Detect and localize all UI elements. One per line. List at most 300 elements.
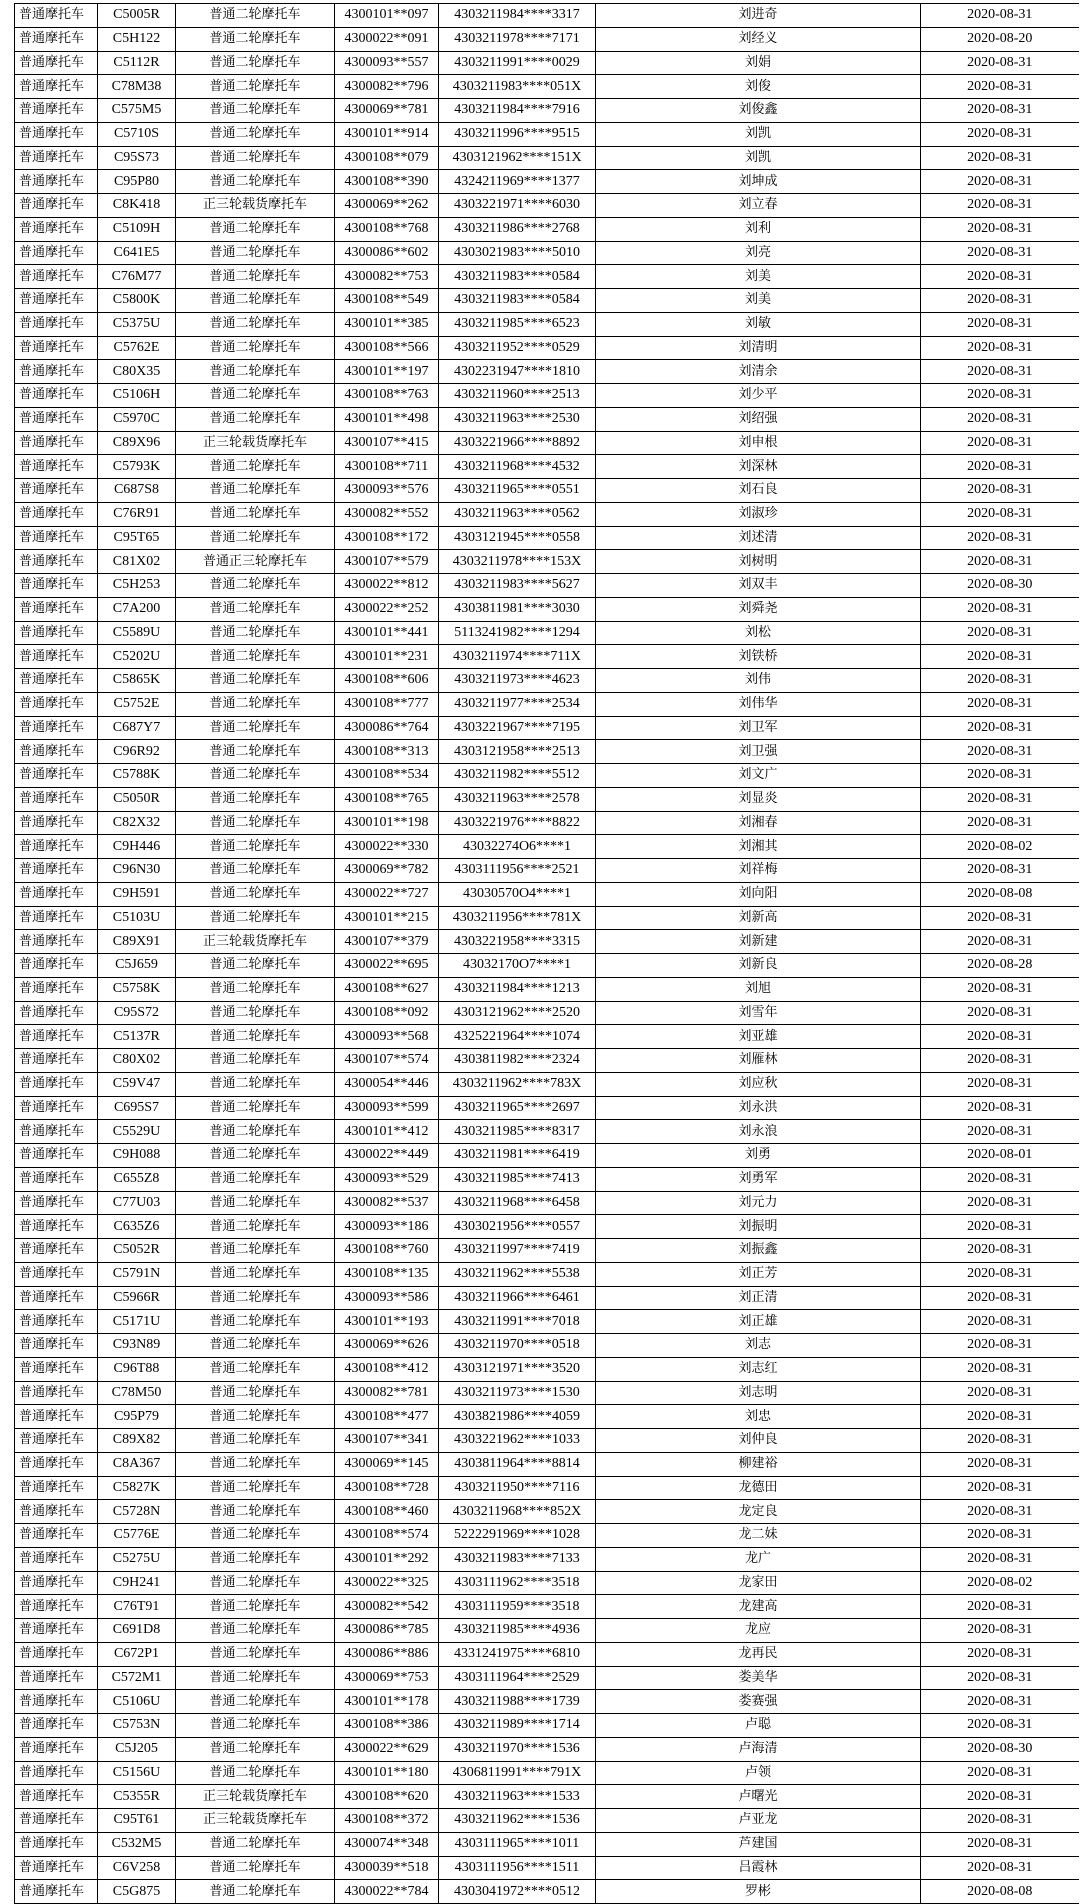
date-cell: 2020-08-31 [921, 1310, 1079, 1334]
file-number-cell: C5791N [98, 1262, 176, 1286]
name-cell: 刘凯 [596, 122, 921, 146]
license-number-cell: 4300108**711 [335, 455, 439, 479]
id-number-cell: 4303211985****4936 [439, 1619, 596, 1643]
name-cell: 娄赛强 [596, 1690, 921, 1714]
file-number-cell: C641E5 [98, 241, 176, 265]
vehicle-type-cell: 普通二轮摩托车 [176, 977, 335, 1001]
license-class-cell: 普通摩托车 [15, 1167, 98, 1191]
license-class-cell: 普通摩托车 [15, 882, 98, 906]
id-number-cell: 4303021983****5010 [439, 241, 596, 265]
name-cell: 龙再民 [596, 1642, 921, 1666]
file-number-cell: C80X35 [98, 360, 176, 384]
table-row [15, 1761, 1079, 1785]
name-cell: 卢海清 [596, 1737, 921, 1761]
date-cell: 2020-08-31 [921, 1072, 1079, 1096]
table-row [15, 1619, 1079, 1643]
file-number-cell: C95T65 [98, 526, 176, 550]
license-number-cell: 4300101**914 [335, 122, 439, 146]
id-number-cell: 4303121962****151X [439, 146, 596, 170]
file-number-cell: C635Z6 [98, 1215, 176, 1239]
license-class-cell: 普通摩托车 [15, 1405, 98, 1429]
date-cell: 2020-08-31 [921, 1452, 1079, 1476]
file-number-cell: C5H253 [98, 574, 176, 598]
date-cell: 2020-08-31 [921, 1690, 1079, 1714]
id-number-cell: 4324211969****1377 [439, 170, 596, 194]
id-number-cell: 5222291969****1028 [439, 1524, 596, 1548]
license-number-cell: 4300101**498 [335, 407, 439, 431]
name-cell: 刘亚雄 [596, 1025, 921, 1049]
license-class-cell: 普通摩托车 [15, 645, 98, 669]
file-number-cell: C81X02 [98, 550, 176, 574]
table-row [15, 526, 1079, 550]
license-class-cell: 普通摩托车 [15, 977, 98, 1001]
id-number-cell: 4303211965****2697 [439, 1096, 596, 1120]
vehicle-type-cell: 普通二轮摩托车 [176, 27, 335, 51]
license-class-cell: 普通摩托车 [15, 99, 98, 123]
vehicle-type-cell: 普通二轮摩托车 [176, 526, 335, 550]
vehicle-type-cell: 普通二轮摩托车 [176, 1215, 335, 1239]
file-number-cell: C5052R [98, 1239, 176, 1263]
id-number-cell: 4303111962****3518 [439, 1571, 596, 1595]
vehicle-type-cell: 普通二轮摩托车 [176, 645, 335, 669]
id-number-cell: 4303211983****051X [439, 75, 596, 99]
name-cell: 刘经义 [596, 27, 921, 51]
license-number-cell: 4300108**460 [335, 1500, 439, 1524]
vehicle-type-cell: 普通二轮摩托车 [176, 407, 335, 431]
vehicle-type-cell: 普通二轮摩托车 [176, 1357, 335, 1381]
date-cell: 2020-08-31 [921, 479, 1079, 503]
date-cell: 2020-08-31 [921, 1215, 1079, 1239]
date-cell: 2020-08-31 [921, 1642, 1079, 1666]
table-row [15, 1642, 1079, 1666]
table-row [15, 882, 1079, 906]
name-cell: 刘美 [596, 289, 921, 313]
license-class-cell: 普通摩托车 [15, 1809, 98, 1833]
name-cell: 刘凯 [596, 146, 921, 170]
id-number-cell: 4303211962****5538 [439, 1262, 596, 1286]
date-cell: 2020-08-31 [921, 51, 1079, 75]
license-number-cell: 4300022**727 [335, 882, 439, 906]
file-number-cell: C95P80 [98, 170, 176, 194]
id-number-cell: 4303211989****1714 [439, 1714, 596, 1738]
name-cell: 刘述清 [596, 526, 921, 550]
vehicle-type-cell: 普通二轮摩托车 [176, 1191, 335, 1215]
license-number-cell: 4300069**145 [335, 1452, 439, 1476]
vehicle-type-cell: 正三轮载货摩托车 [176, 1785, 335, 1809]
file-number-cell: C5103U [98, 906, 176, 930]
license-class-cell: 普通摩托车 [15, 1785, 98, 1809]
license-number-cell: 4300108**412 [335, 1357, 439, 1381]
vehicle-type-cell: 普通二轮摩托车 [176, 787, 335, 811]
table-row [15, 1452, 1079, 1476]
date-cell: 2020-08-31 [921, 1666, 1079, 1690]
date-cell: 2020-08-31 [921, 1761, 1079, 1785]
file-number-cell: C672P1 [98, 1642, 176, 1666]
date-cell: 2020-08-31 [921, 99, 1079, 123]
date-cell: 2020-08-31 [921, 1832, 1079, 1856]
table-row [15, 1856, 1079, 1880]
id-number-cell: 4303211968****6458 [439, 1191, 596, 1215]
name-cell: 刘舜尧 [596, 597, 921, 621]
vehicle-type-cell: 普通二轮摩托车 [176, 740, 335, 764]
vehicle-type-cell: 普通二轮摩托车 [176, 1310, 335, 1334]
table-row [15, 597, 1079, 621]
id-number-cell: 4303211984****1213 [439, 977, 596, 1001]
name-cell: 刘振鑫 [596, 1239, 921, 1263]
id-number-cell: 4303211996****9515 [439, 122, 596, 146]
license-class-cell: 普通摩托车 [15, 1215, 98, 1239]
date-cell: 2020-08-31 [921, 811, 1079, 835]
license-number-cell: 4300108**534 [335, 764, 439, 788]
name-cell: 刘伟 [596, 669, 921, 693]
license-class-cell: 普通摩托车 [15, 407, 98, 431]
table-row [15, 1001, 1079, 1025]
license-class-cell: 普通摩托车 [15, 787, 98, 811]
table-row [15, 1476, 1079, 1500]
id-number-cell: 4303211973****4623 [439, 669, 596, 693]
date-cell: 2020-08-31 [921, 360, 1079, 384]
date-cell: 2020-08-31 [921, 977, 1079, 1001]
license-class-cell: 普通摩托车 [15, 669, 98, 693]
name-cell: 刘亮 [596, 241, 921, 265]
id-number-cell: 4331241975****6810 [439, 1642, 596, 1666]
id-number-cell: 4303221966****8892 [439, 431, 596, 455]
vehicle-type-cell: 普通二轮摩托车 [176, 1666, 335, 1690]
id-number-cell: 4303111956****1511 [439, 1856, 596, 1880]
table-row [15, 1381, 1079, 1405]
table-row [15, 1025, 1079, 1049]
table-row [15, 99, 1079, 123]
file-number-cell: C5137R [98, 1025, 176, 1049]
table-row [15, 27, 1079, 51]
id-number-cell: 4303211963****2530 [439, 407, 596, 431]
file-number-cell: C695S7 [98, 1096, 176, 1120]
date-cell: 2020-08-31 [921, 526, 1079, 550]
vehicle-type-cell: 普通二轮摩托车 [176, 99, 335, 123]
license-number-cell: 4300022**449 [335, 1144, 439, 1168]
name-cell: 刘敏 [596, 312, 921, 336]
license-class-cell: 普通摩托车 [15, 859, 98, 883]
vehicle-type-cell: 普通二轮摩托车 [176, 1690, 335, 1714]
date-cell: 2020-08-31 [921, 1025, 1079, 1049]
id-number-cell: 4303211978****153X [439, 550, 596, 574]
file-number-cell: C655Z8 [98, 1167, 176, 1191]
date-cell: 2020-08-31 [921, 146, 1079, 170]
table-row [15, 1832, 1079, 1856]
date-cell: 2020-08-31 [921, 1239, 1079, 1263]
license-number-cell: 4300108**079 [335, 146, 439, 170]
id-number-cell: 43030570O4****1 [439, 882, 596, 906]
vehicle-type-cell: 普通二轮摩托车 [176, 479, 335, 503]
id-number-cell: 4303211997****7419 [439, 1239, 596, 1263]
license-class-cell: 普通摩托车 [15, 384, 98, 408]
license-class-cell: 普通摩托车 [15, 1690, 98, 1714]
vehicle-type-cell: 普通二轮摩托车 [176, 146, 335, 170]
license-class-cell: 普通摩托车 [15, 1595, 98, 1619]
id-number-cell: 4303211960****2513 [439, 384, 596, 408]
id-number-cell: 4303211984****7916 [439, 99, 596, 123]
vehicle-type-cell: 普通二轮摩托车 [176, 954, 335, 978]
license-number-cell: 4300108**386 [335, 1714, 439, 1738]
file-number-cell: C5529U [98, 1120, 176, 1144]
table-row [15, 51, 1079, 75]
vehicle-type-cell: 普通二轮摩托车 [176, 1120, 335, 1144]
id-number-cell: 4303211963****0562 [439, 502, 596, 526]
license-class-cell: 普通摩托车 [15, 431, 98, 455]
table-row [15, 1595, 1079, 1619]
file-number-cell: C575M5 [98, 99, 176, 123]
table-row [15, 336, 1079, 360]
name-cell: 芦建国 [596, 1832, 921, 1856]
license-number-cell: 4300108**777 [335, 692, 439, 716]
id-number-cell: 4303211973****1530 [439, 1381, 596, 1405]
date-cell: 2020-08-08 [921, 1880, 1079, 1904]
license-class-cell: 普通摩托车 [15, 1571, 98, 1595]
file-number-cell: C9H446 [98, 835, 176, 859]
id-number-cell: 4303211962****783X [439, 1072, 596, 1096]
name-cell: 刘淑珍 [596, 502, 921, 526]
date-cell: 2020-08-31 [921, 1405, 1079, 1429]
name-cell: 龙定良 [596, 1500, 921, 1524]
file-number-cell: C5106U [98, 1690, 176, 1714]
date-cell: 2020-08-31 [921, 669, 1079, 693]
table-row [15, 574, 1079, 598]
file-number-cell: C5355R [98, 1785, 176, 1809]
vehicle-type-cell: 普通二轮摩托车 [176, 502, 335, 526]
license-number-cell: 4300069**781 [335, 99, 439, 123]
name-cell: 刘立春 [596, 194, 921, 218]
license-number-cell: 4300108**606 [335, 669, 439, 693]
id-number-cell: 4303211956****781X [439, 906, 596, 930]
name-cell: 刘向阳 [596, 882, 921, 906]
license-class-cell: 普通摩托车 [15, 1096, 98, 1120]
vehicle-type-cell: 普通二轮摩托车 [176, 1642, 335, 1666]
file-number-cell: C5728N [98, 1500, 176, 1524]
id-number-cell: 4303811964****8814 [439, 1452, 596, 1476]
license-class-cell: 普通摩托车 [15, 550, 98, 574]
date-cell: 2020-08-31 [921, 716, 1079, 740]
file-number-cell: C5H122 [98, 27, 176, 51]
license-number-cell: 4300101**097 [335, 4, 439, 28]
table-row [15, 502, 1079, 526]
date-cell: 2020-08-31 [921, 407, 1079, 431]
id-number-cell: 4303211985****7413 [439, 1167, 596, 1191]
table-row [15, 194, 1079, 218]
license-class-cell: 普通摩托车 [15, 1642, 98, 1666]
name-cell: 刘勇军 [596, 1167, 921, 1191]
id-number-cell: 4302231947****1810 [439, 360, 596, 384]
name-cell: 刘忠 [596, 1405, 921, 1429]
license-class-cell: 普通摩托车 [15, 4, 98, 28]
id-number-cell: 4303221971****6030 [439, 194, 596, 218]
id-number-cell: 4303211952****0529 [439, 336, 596, 360]
name-cell: 刘振明 [596, 1215, 921, 1239]
table-row [15, 1191, 1079, 1215]
name-cell: 刘旭 [596, 977, 921, 1001]
date-cell: 2020-08-01 [921, 1144, 1079, 1168]
name-cell: 刘湘其 [596, 835, 921, 859]
vehicle-type-cell: 普通二轮摩托车 [176, 835, 335, 859]
id-number-cell: 5113241982****1294 [439, 621, 596, 645]
date-cell: 2020-08-28 [921, 954, 1079, 978]
table-row [15, 977, 1079, 1001]
table-row [15, 1167, 1079, 1191]
table-row [15, 1262, 1079, 1286]
table-row [15, 906, 1079, 930]
table-row [15, 692, 1079, 716]
license-class-cell: 普通摩托车 [15, 954, 98, 978]
license-number-cell: 4300069**753 [335, 1666, 439, 1690]
date-cell: 2020-08-31 [921, 787, 1079, 811]
license-class-cell: 普通摩托车 [15, 1381, 98, 1405]
date-cell: 2020-08-31 [921, 1381, 1079, 1405]
license-number-cell: 4300108**372 [335, 1809, 439, 1833]
table-row [15, 1144, 1079, 1168]
vehicle-type-cell: 普通二轮摩托车 [176, 75, 335, 99]
license-number-cell: 4300022**629 [335, 1737, 439, 1761]
license-number-cell: 4300108**760 [335, 1239, 439, 1263]
license-class-cell: 普通摩托车 [15, 1666, 98, 1690]
license-number-cell: 4300093**186 [335, 1215, 439, 1239]
file-number-cell: C76T91 [98, 1595, 176, 1619]
name-cell: 刘清余 [596, 360, 921, 384]
id-number-cell: 43032274O6****1 [439, 835, 596, 859]
table-row [15, 621, 1079, 645]
file-number-cell: C5275U [98, 1547, 176, 1571]
id-number-cell: 4303221976****8822 [439, 811, 596, 835]
id-number-cell: 4303121962****2520 [439, 1001, 596, 1025]
file-number-cell: C89X82 [98, 1429, 176, 1453]
file-number-cell: C89X91 [98, 930, 176, 954]
license-class-cell: 普通摩托车 [15, 621, 98, 645]
file-number-cell: C5005R [98, 4, 176, 28]
table-row [15, 1120, 1079, 1144]
vehicle-type-cell: 普通二轮摩托车 [176, 122, 335, 146]
file-number-cell: C5827K [98, 1476, 176, 1500]
name-cell: 刘应秋 [596, 1072, 921, 1096]
license-number-cell: 4300022**812 [335, 574, 439, 598]
table-row [15, 787, 1079, 811]
id-number-cell: 4303811982****2324 [439, 1049, 596, 1073]
name-cell: 刘利 [596, 217, 921, 241]
vehicle-type-cell: 普通二轮摩托车 [176, 1476, 335, 1500]
vehicle-type-cell: 正三轮载货摩托车 [176, 1809, 335, 1833]
table-row [15, 1429, 1079, 1453]
vehicle-type-cell: 普通二轮摩托车 [176, 1856, 335, 1880]
date-cell: 2020-08-31 [921, 1595, 1079, 1619]
file-number-cell: C5106H [98, 384, 176, 408]
name-cell: 刘少平 [596, 384, 921, 408]
date-cell: 2020-08-31 [921, 217, 1079, 241]
name-cell: 龙广 [596, 1547, 921, 1571]
license-number-cell: 4300082**796 [335, 75, 439, 99]
license-class-cell: 普通摩托车 [15, 1500, 98, 1524]
license-class-cell: 普通摩托车 [15, 1262, 98, 1286]
table-row [15, 4, 1079, 28]
name-cell: 罗彬 [596, 1880, 921, 1904]
license-class-cell: 普通摩托车 [15, 1452, 98, 1476]
license-number-cell: 4300101**215 [335, 906, 439, 930]
table-row [15, 859, 1079, 883]
date-cell: 2020-08-31 [921, 621, 1079, 645]
license-number-cell: 4300107**574 [335, 1049, 439, 1073]
file-number-cell: C9H591 [98, 882, 176, 906]
vehicle-type-cell: 普通二轮摩托车 [176, 1714, 335, 1738]
file-number-cell: C5202U [98, 645, 176, 669]
license-class-cell: 普通摩托车 [15, 835, 98, 859]
license-class-cell: 普通摩托车 [15, 241, 98, 265]
table-row [15, 1571, 1079, 1595]
name-cell: 刘湘春 [596, 811, 921, 835]
license-class-cell: 普通摩托车 [15, 312, 98, 336]
license-number-cell: 4300069**626 [335, 1334, 439, 1358]
license-class-cell: 普通摩托车 [15, 1547, 98, 1571]
vehicle-type-cell: 正三轮载货摩托车 [176, 930, 335, 954]
name-cell: 刘志红 [596, 1357, 921, 1381]
license-class-cell: 普通摩托车 [15, 122, 98, 146]
file-number-cell: C5966R [98, 1286, 176, 1310]
license-number-cell: 4300093**568 [335, 1025, 439, 1049]
file-number-cell: C7A200 [98, 597, 176, 621]
date-cell: 2020-08-31 [921, 289, 1079, 313]
date-cell: 2020-08-31 [921, 241, 1079, 265]
license-class-cell: 普通摩托车 [15, 146, 98, 170]
table-row [15, 1547, 1079, 1571]
table-row [15, 645, 1079, 669]
name-cell: 刘志 [596, 1334, 921, 1358]
license-number-cell: 4300082**542 [335, 1595, 439, 1619]
name-cell: 刘卫强 [596, 740, 921, 764]
name-cell: 刘进奇 [596, 4, 921, 28]
file-number-cell: C5970C [98, 407, 176, 431]
license-class-cell: 普通摩托车 [15, 1429, 98, 1453]
table-row [15, 954, 1079, 978]
license-number-cell: 4300039**518 [335, 1856, 439, 1880]
license-number-cell: 4300101**441 [335, 621, 439, 645]
vehicle-type-cell: 普通二轮摩托车 [176, 336, 335, 360]
date-cell: 2020-08-31 [921, 1262, 1079, 1286]
file-number-cell: C80X02 [98, 1049, 176, 1073]
date-cell: 2020-08-31 [921, 1334, 1079, 1358]
license-number-cell: 4300101**412 [335, 1120, 439, 1144]
license-number-cell: 4300108**728 [335, 1476, 439, 1500]
date-cell: 2020-08-31 [921, 1429, 1079, 1453]
date-cell: 2020-08-08 [921, 882, 1079, 906]
vehicle-type-cell: 普通二轮摩托车 [176, 1025, 335, 1049]
table-row [15, 1737, 1079, 1761]
id-number-cell: 4303821986****4059 [439, 1405, 596, 1429]
table-row [15, 146, 1079, 170]
license-number-cell: 4300022**091 [335, 27, 439, 51]
id-number-cell: 4303211982****5512 [439, 764, 596, 788]
license-number-cell: 4300086**886 [335, 1642, 439, 1666]
date-cell: 2020-08-31 [921, 550, 1079, 574]
license-number-cell: 4300108**549 [335, 289, 439, 313]
license-number-cell: 4300093**586 [335, 1286, 439, 1310]
license-number-cell: 4300101**197 [335, 360, 439, 384]
vehicle-type-cell: 普通二轮摩托车 [176, 1524, 335, 1548]
vehicle-type-cell: 普通二轮摩托车 [176, 360, 335, 384]
id-number-cell: 4325221964****1074 [439, 1025, 596, 1049]
license-class-cell: 普通摩托车 [15, 455, 98, 479]
table-row [15, 811, 1079, 835]
file-number-cell: C5788K [98, 764, 176, 788]
date-cell: 2020-08-31 [921, 764, 1079, 788]
license-class-cell: 普通摩托车 [15, 265, 98, 289]
date-cell: 2020-08-31 [921, 1714, 1079, 1738]
id-number-cell: 4303211968****4532 [439, 455, 596, 479]
license-class-cell: 普通摩托车 [15, 170, 98, 194]
